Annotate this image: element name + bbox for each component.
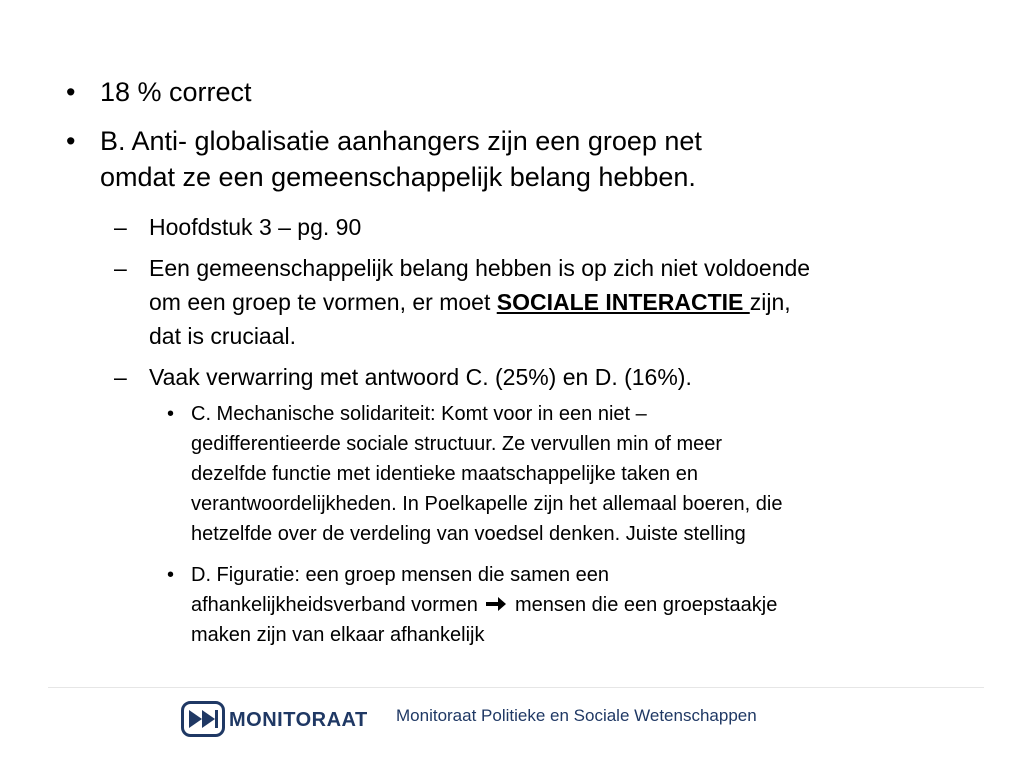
sub-sub-bullet-text-line — [191, 590, 777, 620]
bullet-marker: • — [167, 403, 175, 425]
logo-text: MONITORAAT — [229, 709, 368, 731]
sub-sub-bullet-text-line: gedifferentieerde sociale structuur. Ze vervullen min of meer — [191, 433, 723, 455]
sub-sub-bullet-text-line: dezelfde functie met identieke maatschappelijke taken en — [191, 463, 698, 485]
text-fragment: afhankelijkheidsverband vormen — [191, 594, 484, 616]
text-fragment: zijn, — [749, 289, 791, 315]
sub-sub-bullet-text-line: maken zijn van elkaar afhankelijk — [191, 624, 485, 646]
sub-sub-bullet-text-line: hetzelfde over de verdeling van voedsel denken. Juiste stelling — [191, 523, 746, 545]
fast-forward-icon — [181, 701, 225, 737]
monitoraat-logo — [181, 700, 368, 740]
sub-sub-bullet-text-line: D. Figuratie: een groep mensen die samen een — [191, 564, 610, 586]
sub-bullet-text: Hoofdstuk 3 – pg. 90 — [149, 214, 362, 240]
sub-sub-bullet-text-line: C. Mechanische solidariteit: Komt voor in een niet – — [191, 403, 647, 425]
text-fragment: om een groep te vormen, er moet — [149, 289, 497, 315]
bullet-marker: • — [167, 564, 175, 586]
bullet-text-line: B. Anti- globalisatie aanhangers zijn een groep net — [100, 126, 702, 156]
sub-bullet-text-line: Een gemeenschappelijk belang hebben is op zich niet voldoende — [149, 255, 811, 281]
dash-marker: – — [114, 255, 127, 281]
sub-bullet-text: Vaak verwarring met antwoord C. (25%) en D. (16%). — [149, 364, 692, 390]
bullet-marker: • — [66, 77, 76, 107]
sub-bullet-text-line — [149, 285, 791, 319]
dash-marker: – — [114, 364, 127, 390]
bullet-text: 18 % correct — [100, 77, 252, 107]
footer-text: Monitoraat Politieke en Sociale Wetenschappen — [396, 706, 757, 725]
emphasis-text: SOCIALE INTERACTIE — [496, 289, 750, 315]
right-arrow-icon — [485, 596, 507, 612]
footer-divider — [48, 687, 984, 688]
text-fragment: mensen die een groepstaakje — [509, 594, 778, 616]
sub-bullet-text-line: dat is cruciaal. — [149, 323, 297, 349]
dash-marker: – — [114, 214, 127, 240]
bullet-marker: • — [66, 126, 76, 156]
bullet-text-line: omdat ze een gemeenschappelijk belang hebben. — [100, 162, 696, 192]
sub-sub-bullet-text-line: verantwoordelijkheden. In Poelkapelle zijn het allemaal boeren, die — [191, 493, 783, 515]
